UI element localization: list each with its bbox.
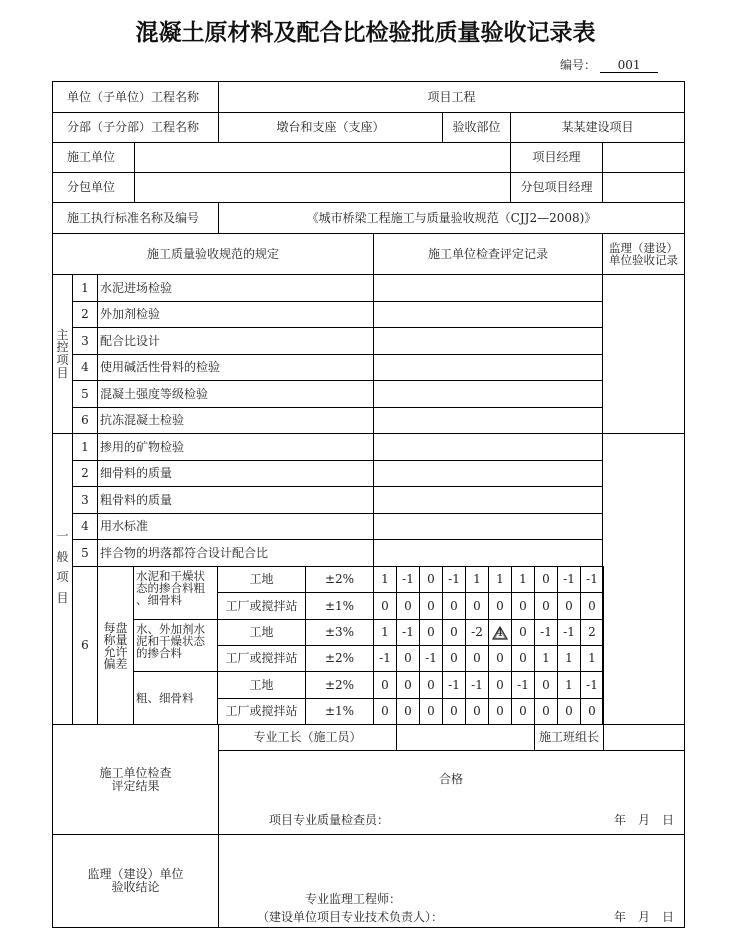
- item6-tolerance: ±2%: [305, 671, 374, 699]
- item6-value[interactable]: 1: [557, 645, 581, 672]
- general-item-record[interactable]: [373, 539, 603, 567]
- item6-value[interactable]: 0: [465, 645, 489, 672]
- item6-value[interactable]: 1: [373, 566, 397, 593]
- general-item-no: 3: [72, 486, 98, 514]
- general-item-record[interactable]: [373, 513, 603, 540]
- serial-number: [560, 56, 658, 73]
- page-title: 混凝土原材料及配合比检验批质量验收记录表: [135, 20, 596, 46]
- main-item-no: 3: [72, 327, 98, 355]
- serial-value[interactable]: 001: [600, 58, 658, 73]
- item6-value[interactable]: 1: [557, 671, 581, 699]
- item6-method: 工地: [217, 619, 306, 646]
- category-line: 粗、细骨料: [136, 690, 194, 705]
- item6-value[interactable]: -1: [442, 671, 466, 699]
- main-item-no: 4: [72, 354, 98, 381]
- item6-value[interactable]: 0: [488, 698, 512, 725]
- item6-tolerance: ±1%: [305, 698, 374, 725]
- supervision-label-line1: 监理（建设）单位: [87, 867, 184, 882]
- main-item-record[interactable]: [373, 407, 603, 434]
- main-items-supervision[interactable]: [602, 274, 685, 434]
- item6-name: [97, 566, 134, 725]
- team-leader-value[interactable]: [603, 724, 685, 751]
- main-item-record[interactable]: [373, 327, 603, 355]
- item6-value[interactable]: 0: [419, 698, 443, 725]
- item6-category: [133, 619, 218, 672]
- item6-value[interactable]: 1: [488, 566, 512, 593]
- item6-method: 工厂或搅拌站: [217, 592, 306, 620]
- item6-value[interactable]: 0: [488, 671, 512, 699]
- construction-unit-label: 施工单位: [52, 142, 135, 173]
- general-item-no: 5: [72, 539, 98, 567]
- item6-value[interactable]: 0: [373, 698, 397, 725]
- item6-value[interactable]: 1: [465, 566, 489, 593]
- group-char: 项: [56, 353, 69, 367]
- item6-value[interactable]: -1: [511, 671, 535, 699]
- item6-value[interactable]: 1: [534, 645, 558, 672]
- main-item-record[interactable]: [373, 380, 603, 408]
- general-item-name: 拌合物的坍落都符合设计配合比: [97, 539, 374, 567]
- general-item-no: 2: [72, 460, 98, 487]
- main-item-record[interactable]: [373, 274, 603, 302]
- item6-value[interactable]: 0: [419, 671, 443, 699]
- flagged-value: 4: [496, 625, 503, 639]
- supervision-conclusion-label: [52, 834, 219, 928]
- check-result-box[interactable]: [218, 750, 685, 835]
- item6-value[interactable]: 0: [488, 592, 512, 620]
- main-item-no: 6: [72, 407, 98, 434]
- general-item-name: 细骨料的质量: [97, 460, 374, 487]
- item6-tolerance: ±2%: [305, 566, 374, 593]
- item6-category: [133, 671, 218, 725]
- item6-value[interactable]: 0: [396, 671, 420, 699]
- main-item-name: 使用碱活性骨料的检验: [97, 354, 374, 381]
- general-items-supervision[interactable]: [602, 433, 685, 725]
- foreman-label: 专业工长（施工员）: [218, 724, 397, 751]
- column-header-record: 施工单位检查评定记录: [373, 233, 603, 275]
- supervision-header-line1: 监理（建设）: [609, 240, 678, 255]
- category-line: 泥和干燥状态: [136, 634, 205, 649]
- item6-value[interactable]: 0: [373, 592, 397, 620]
- main-item-no: 2: [72, 301, 98, 328]
- general-item-record[interactable]: [373, 433, 603, 461]
- item6-value[interactable]: 0: [534, 671, 558, 699]
- item6-value[interactable]: -1: [580, 671, 604, 699]
- item6-tolerance: ±1%: [305, 592, 374, 620]
- item6-value[interactable]: 1: [580, 645, 604, 672]
- general-item-name: 用水标准: [97, 513, 374, 540]
- general-item-name: 掺用的矿物检验: [97, 433, 374, 461]
- main-item-record[interactable]: [373, 354, 603, 381]
- main-item-name: 抗冻混凝土检验: [97, 407, 374, 434]
- item6-value[interactable]: 0: [419, 619, 443, 646]
- item6-value[interactable]: -1: [373, 645, 397, 672]
- item6-value[interactable]: -1: [396, 619, 420, 646]
- team-leader-label: 施工班组长: [534, 724, 604, 751]
- item6-tolerance: ±2%: [305, 645, 374, 672]
- sub-project-value[interactable]: 墩台和支座（支座）: [218, 112, 443, 143]
- item6-value[interactable]: 0: [534, 566, 558, 593]
- column-header-supervision: [602, 233, 685, 275]
- item6-value[interactable]: -1: [442, 566, 466, 593]
- unit-project-value[interactable]: 项目工程: [218, 81, 685, 113]
- item6-method: 工地: [217, 566, 306, 593]
- item6-value[interactable]: -1: [419, 645, 443, 672]
- group-char: 一: [56, 529, 69, 543]
- item6-value[interactable]: -1: [557, 619, 581, 646]
- owner-label: （建设单位项目专业技术负责人）：: [257, 910, 444, 924]
- check-result-label-line1: 施工单位检查: [99, 765, 172, 780]
- main-item-name: 配合比设计: [97, 327, 374, 355]
- subcontract-manager-value[interactable]: [602, 172, 685, 203]
- item6-method: 工地: [217, 671, 306, 699]
- check-result-label: [52, 724, 219, 835]
- item6-value[interactable]: 0: [396, 645, 420, 672]
- main-items-group-label: [52, 274, 73, 434]
- item6-value[interactable]: -1: [396, 566, 420, 593]
- item6-tolerance: ±3%: [305, 619, 374, 646]
- general-item-no: 6: [72, 566, 98, 725]
- item6-value[interactable]: -1: [534, 619, 558, 646]
- item6-value[interactable]: 0: [419, 592, 443, 620]
- item6-category: [133, 566, 218, 620]
- item6-value[interactable]: 0: [419, 566, 443, 593]
- project-manager-value[interactable]: [602, 142, 685, 173]
- item6-value[interactable]: 0: [511, 698, 535, 725]
- inspector-label: 项目专业质量检查员：: [269, 813, 390, 827]
- item6-name-line: 称量: [103, 632, 128, 647]
- main-item-name: 水泥进场检验: [97, 274, 374, 302]
- check-result-value: 合格: [439, 772, 464, 786]
- date-label-2: 年 月 日: [613, 910, 674, 924]
- group-char: 主: [56, 327, 69, 342]
- supervision-header-line2: 单位验收记录: [609, 253, 678, 267]
- item6-value[interactable]: 0: [534, 592, 558, 620]
- item6-value[interactable]: 0: [396, 592, 420, 620]
- engineer-label: 专业监理工程师：: [305, 892, 402, 906]
- subcontract-unit-label: 分包单位: [52, 172, 135, 203]
- item6-method: 工厂或搅拌站: [217, 645, 306, 672]
- supervision-conclusion-box[interactable]: [218, 834, 685, 928]
- general-item-no: 1: [72, 433, 98, 461]
- standard-label: 施工执行标准名称及编号: [52, 202, 219, 234]
- check-result-label-line2: 评定结果: [111, 778, 160, 793]
- item6-value[interactable]: 0: [580, 698, 604, 725]
- item6-value[interactable]: -1: [557, 566, 581, 593]
- item6-value[interactable]: 0: [442, 592, 466, 620]
- item6-value[interactable]: 0: [534, 698, 558, 725]
- item6-value[interactable]: 0: [557, 698, 581, 725]
- item6-value[interactable]: -1: [465, 671, 489, 699]
- item6-value[interactable]: 0: [511, 592, 535, 620]
- item6-value[interactable]: 0: [557, 592, 581, 620]
- item6-value[interactable]: 0: [442, 698, 466, 725]
- general-item-no: 4: [72, 513, 98, 540]
- foreman-value[interactable]: [396, 724, 535, 751]
- group-char: 目: [56, 365, 69, 380]
- construction-unit-value[interactable]: [134, 142, 511, 173]
- main-item-name: 外加剂检验: [97, 301, 374, 328]
- category-line: 水、外加剂水: [136, 622, 205, 636]
- acceptance-part-value[interactable]: 某某建设项目: [510, 112, 685, 143]
- item6-value[interactable]: 1: [373, 619, 397, 646]
- group-char: 项: [56, 570, 69, 585]
- category-line: 、细骨料: [136, 593, 182, 608]
- column-header-spec: 施工质量验收规范的规定: [52, 233, 374, 275]
- item6-value[interactable]: 0: [580, 592, 604, 620]
- item6-value[interactable]: 0: [465, 592, 489, 620]
- item6-value[interactable]: 2: [580, 619, 604, 646]
- group-char: 目: [56, 590, 69, 605]
- item6-value-flagged[interactable]: [488, 619, 512, 646]
- acceptance-part-label: 验收部位: [442, 112, 511, 143]
- category-line: 的掺合料: [136, 646, 182, 661]
- item6-value[interactable]: 0: [396, 698, 420, 725]
- item6-value[interactable]: 0: [442, 619, 466, 646]
- item6-value[interactable]: 0: [488, 645, 512, 672]
- item6-value[interactable]: 0: [511, 619, 535, 646]
- standard-value[interactable]: 《城市桥梁工程施工与质量验收规范（CJJ2—2008)》: [218, 202, 685, 234]
- item6-value[interactable]: 0: [373, 671, 397, 699]
- item6-value[interactable]: 0: [442, 645, 466, 672]
- item6-name-line: 每盘: [103, 620, 128, 635]
- item6-name-line: 偏差: [103, 656, 128, 671]
- main-item-record[interactable]: [373, 301, 603, 328]
- item6-value[interactable]: 0: [465, 698, 489, 725]
- item6-value[interactable]: -1: [580, 566, 604, 593]
- item6-value[interactable]: -2: [465, 619, 489, 646]
- general-item-record[interactable]: [373, 486, 603, 514]
- item6-value[interactable]: 0: [511, 645, 535, 672]
- serial-label: 编号：: [560, 58, 597, 72]
- main-item-no: 1: [72, 274, 98, 302]
- item6-name-line: 允许: [103, 644, 128, 659]
- general-items-group-label: [52, 433, 73, 725]
- item6-value[interactable]: 1: [511, 566, 535, 593]
- category-line: 水泥和干燥状: [136, 569, 205, 583]
- date-label: 年 月 日: [613, 813, 674, 827]
- subcontract-unit-value[interactable]: [134, 172, 511, 203]
- group-char: 般: [56, 549, 69, 564]
- group-char: 控: [56, 340, 69, 355]
- subcontract-manager-label: 分包项目经理: [510, 172, 603, 203]
- general-item-name: 粗骨料的质量: [97, 486, 374, 514]
- main-item-name: 混凝土强度等级检验: [97, 380, 374, 408]
- supervision-label-line2: 验收结论: [111, 880, 160, 894]
- warning-triangle-icon: [492, 626, 508, 640]
- unit-project-label: 单位（子单位）工程名称: [52, 81, 219, 113]
- sub-project-label: 分部（子分部）工程名称: [52, 112, 219, 143]
- main-item-no: 5: [72, 380, 98, 408]
- category-line: 态的掺合料粗: [136, 581, 205, 596]
- project-manager-label: 项目经理: [510, 142, 603, 173]
- item6-method: 工厂或搅拌站: [217, 698, 306, 725]
- general-item-record[interactable]: [373, 460, 603, 487]
